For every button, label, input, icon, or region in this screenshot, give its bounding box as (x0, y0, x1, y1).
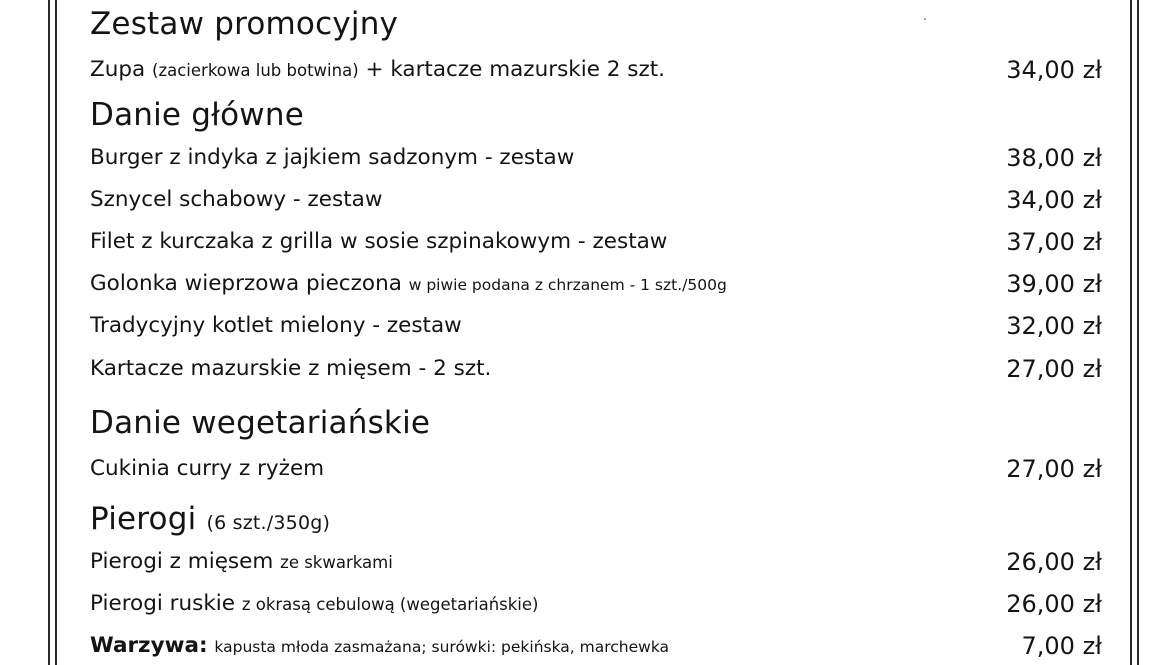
menu-item-name (90, 54, 665, 87)
menu-item-name: Cukinia curry z ryżem (90, 456, 325, 481)
menu-item-row (90, 546, 1102, 578)
menu-item-row (90, 353, 1102, 385)
menu-item-price: 34,00 zł (1006, 56, 1102, 84)
menu-item-row (90, 184, 1102, 216)
menu-item-price: 32,00 zł (1006, 312, 1102, 340)
menu-item-row (90, 142, 1102, 174)
menu-item-row (90, 310, 1102, 342)
menu-item-note: z okrasą cebulową (wegetariańskie) (241, 595, 539, 614)
paper-speck (924, 18, 926, 20)
menu-item-row (90, 588, 1102, 620)
menu-item-row (90, 268, 1102, 300)
frame-border-left-outer (48, 0, 50, 665)
menu-item-name: Filet z kurczaka z grilla w sosie szpinakowym - zestaw (90, 229, 668, 254)
menu-item-name: Sznycel schabowy - zestaw (90, 187, 383, 212)
menu-item-name (90, 268, 727, 301)
frame-border-right-inner (1130, 0, 1132, 665)
menu-item-note: w piwie podana z chrzanem - 1 szt./500g (408, 276, 727, 294)
menu-item-price: 26,00 zł (1006, 548, 1102, 576)
frame-border-left-inner (55, 0, 57, 665)
section-heading-label: Pierogi (90, 501, 197, 537)
menu-item-note: ze skwarkami (280, 553, 393, 572)
menu-item-name (90, 546, 393, 579)
menu-item-price: 39,00 zł (1006, 270, 1102, 298)
menu-item-price: 7,00 zł (1021, 632, 1102, 660)
menu-item-row (90, 226, 1102, 258)
section-heading-main: Danie główne (90, 97, 304, 133)
menu-item-price: 37,00 zł (1006, 228, 1102, 256)
menu-item-price: 27,00 zł (1006, 455, 1102, 483)
menu-item-price: 27,00 zł (1006, 355, 1102, 383)
menu-item-name: Tradycyjny kotlet mielony - zestaw (90, 313, 462, 338)
menu-item-label: Golonka wieprzowa pieczona (90, 271, 402, 296)
menu-item-label: Pierogi z mięsem (90, 549, 274, 574)
menu-item-price: 38,00 zł (1006, 144, 1102, 172)
menu-item-row (90, 453, 1102, 485)
menu-item-label: Warzywa: (90, 633, 208, 658)
section-heading-note: (6 szt./350g) (206, 512, 331, 534)
menu-item-name (90, 588, 538, 621)
menu-item-note: kapusta młoda zasmażana; surówki: pekińska, marchewka (214, 638, 670, 656)
section-heading-promo: Zestaw promocyjny (90, 6, 399, 42)
menu-item-label: Zupa (90, 57, 146, 82)
menu-item-name: Kartacze mazurskie z mięsem - 2 szt. (90, 356, 492, 381)
section-heading-vegetarian: Danie wegetariańskie (90, 405, 431, 441)
menu-item-row (90, 54, 1102, 86)
menu-item-price: 34,00 zł (1006, 186, 1102, 214)
menu-item-note: (zacierkowa lub botwina) (152, 61, 359, 80)
menu-item-price: 26,00 zł (1006, 590, 1102, 618)
menu-item-name (90, 630, 669, 663)
frame-border-right-outer (1137, 0, 1139, 665)
section-heading-pierogi (90, 501, 330, 541)
menu-item-label-extra: + kartacze mazurskie 2 szt. (365, 57, 666, 82)
menu-item-row (90, 630, 1102, 662)
menu-item-label: Pierogi ruskie (90, 591, 235, 616)
menu-item-name: Burger z indyka z jajkiem sadzonym - zestaw (90, 145, 575, 170)
